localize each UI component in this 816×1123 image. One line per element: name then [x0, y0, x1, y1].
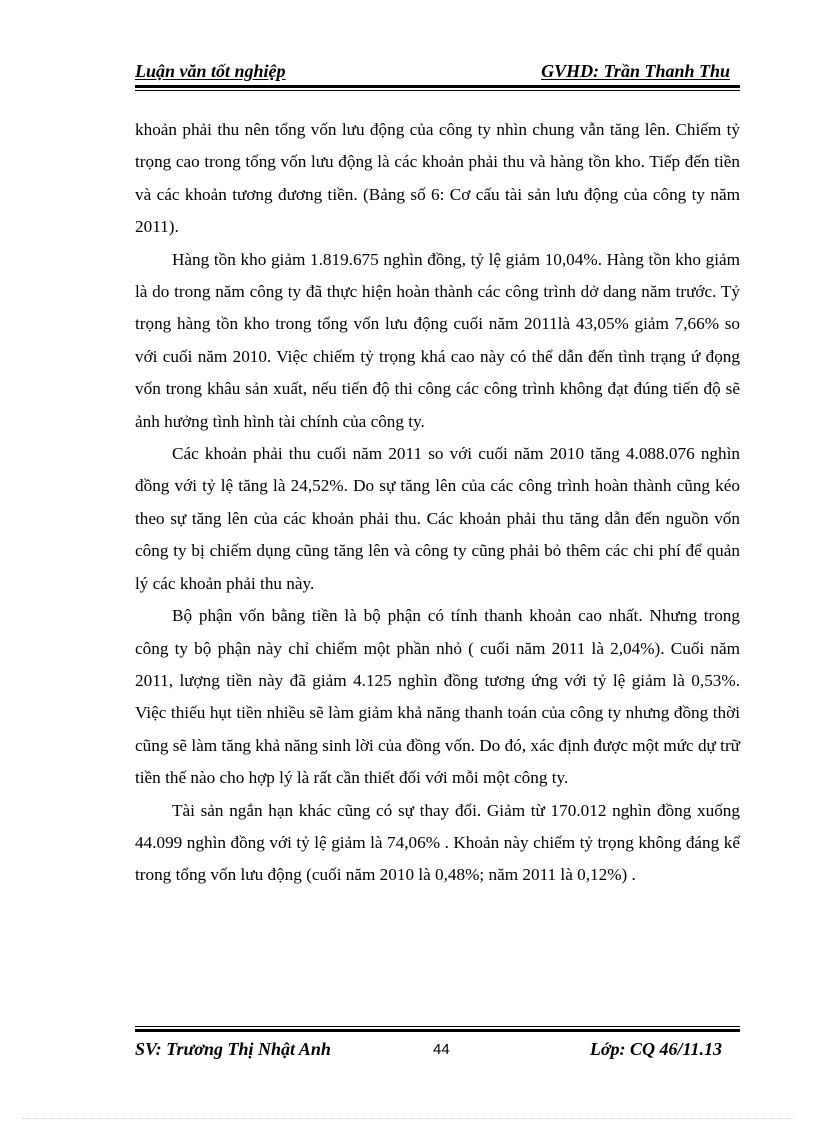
student-name: SV: Trương Thị Nhật Anh: [135, 1039, 331, 1059]
footer-rule-thin: [135, 1026, 740, 1027]
paragraph-inventory: Hàng tồn kho giảm 1.819.675 nghìn đồng, tỷ lệ giảm 10,04%. Hàng tồn kho giảm là do trong năm công ty đã thực hiện hoàn thành các công trình dở dang năm trước. Tỷ trọng hàng tồn kho trong tổng vốn lưu động cuối năm 2011là 43,05% giảm 7,66% so với cuối năm 2010. Việc chiếm tỷ trọng khá cao này có thể dẫn đến tình trạng ứ đọng vốn trong khâu sản xuất, nếu tiến độ thi công các công trình không đạt đúng tiến độ sẽ ảnh hưởng tình hình tài chính của công ty.: [135, 249, 740, 431]
paragraph-continued: khoản phải thu nên tổng vốn lưu động của công ty nhìn chung vẫn tăng lên. Chiếm tỷ trọng cao trong tổng vốn lưu động là các khoản phải thu và hàng tồn kho. Tiếp đến tiền và các khoản tương đương tiền. (Bảng số 6: Cơ cấu tài sản lưu động của công ty năm 2011).: [135, 120, 740, 237]
class-code: Lớp: CQ 46/11.13: [589, 1039, 722, 1059]
header-rule-thick: [135, 85, 740, 88]
header-rule-thin: [135, 90, 740, 91]
thesis-title: Luận văn tốt nghiệp: [135, 61, 286, 81]
body-text: [135, 114, 740, 892]
supervisor-name: GVHD: Trần Thanh Thu: [541, 61, 730, 81]
page-number: 44: [433, 1041, 450, 1058]
page-footer: [135, 1038, 740, 1060]
paragraph-receivables: Các khoản phải thu cuối năm 2011 so với cuối năm 2010 tăng 4.088.076 nghìn đồng với tỷ lệ tăng là 24,52%. Do sự tăng lên của các công trình hoàn thành cũng kéo theo sự tăng lên của các khoản phải thu. Các khoản phải thu tăng dẫn đến nguồn vốn công ty bị chiếm dụng cũng tăng lên và công ty cũng phải bỏ thêm các chi phí để quản lý các khoản phải thu này.: [135, 444, 740, 593]
page-edge-divider: [22, 1118, 794, 1119]
footer-rule-thick: [135, 1029, 740, 1032]
paragraph-cash: Bộ phận vốn bằng tiền là bộ phận có tính thanh khoản cao nhất. Nhưng trong công ty bộ phận này chỉ chiếm một phần nhỏ ( cuối năm 2011 là 2,04%). Cuối năm 2011, lượng tiền này đã giảm 4.125 nghìn đồng tương ứng với tỷ lệ giảm là 0,53%. Việc thiếu hụt tiền nhiều sẽ làm giảm khả năng thanh toán của công ty nhưng đồng thời cũng sẽ làm tăng khả năng sinh lời của đồng vốn. Do đó, xác định được một mức dự trữ tiền thế nào cho hợp lý là rất cần thiết đối với mỗi một công ty.: [135, 606, 740, 788]
page-header: [135, 60, 740, 82]
paragraph-other-assets: Tài sản ngắn hạn khác cũng có sự thay đổi. Giảm từ 170.012 nghìn đồng xuống 44.099 nghìn đồng với tỷ lệ giảm là 74,06% . Khoản này chiếm tỷ trọng không đáng kể trong tổng vốn lưu động (cuối năm 2010 là 0,48%; năm 2011 là 0,12%) .: [135, 800, 740, 885]
